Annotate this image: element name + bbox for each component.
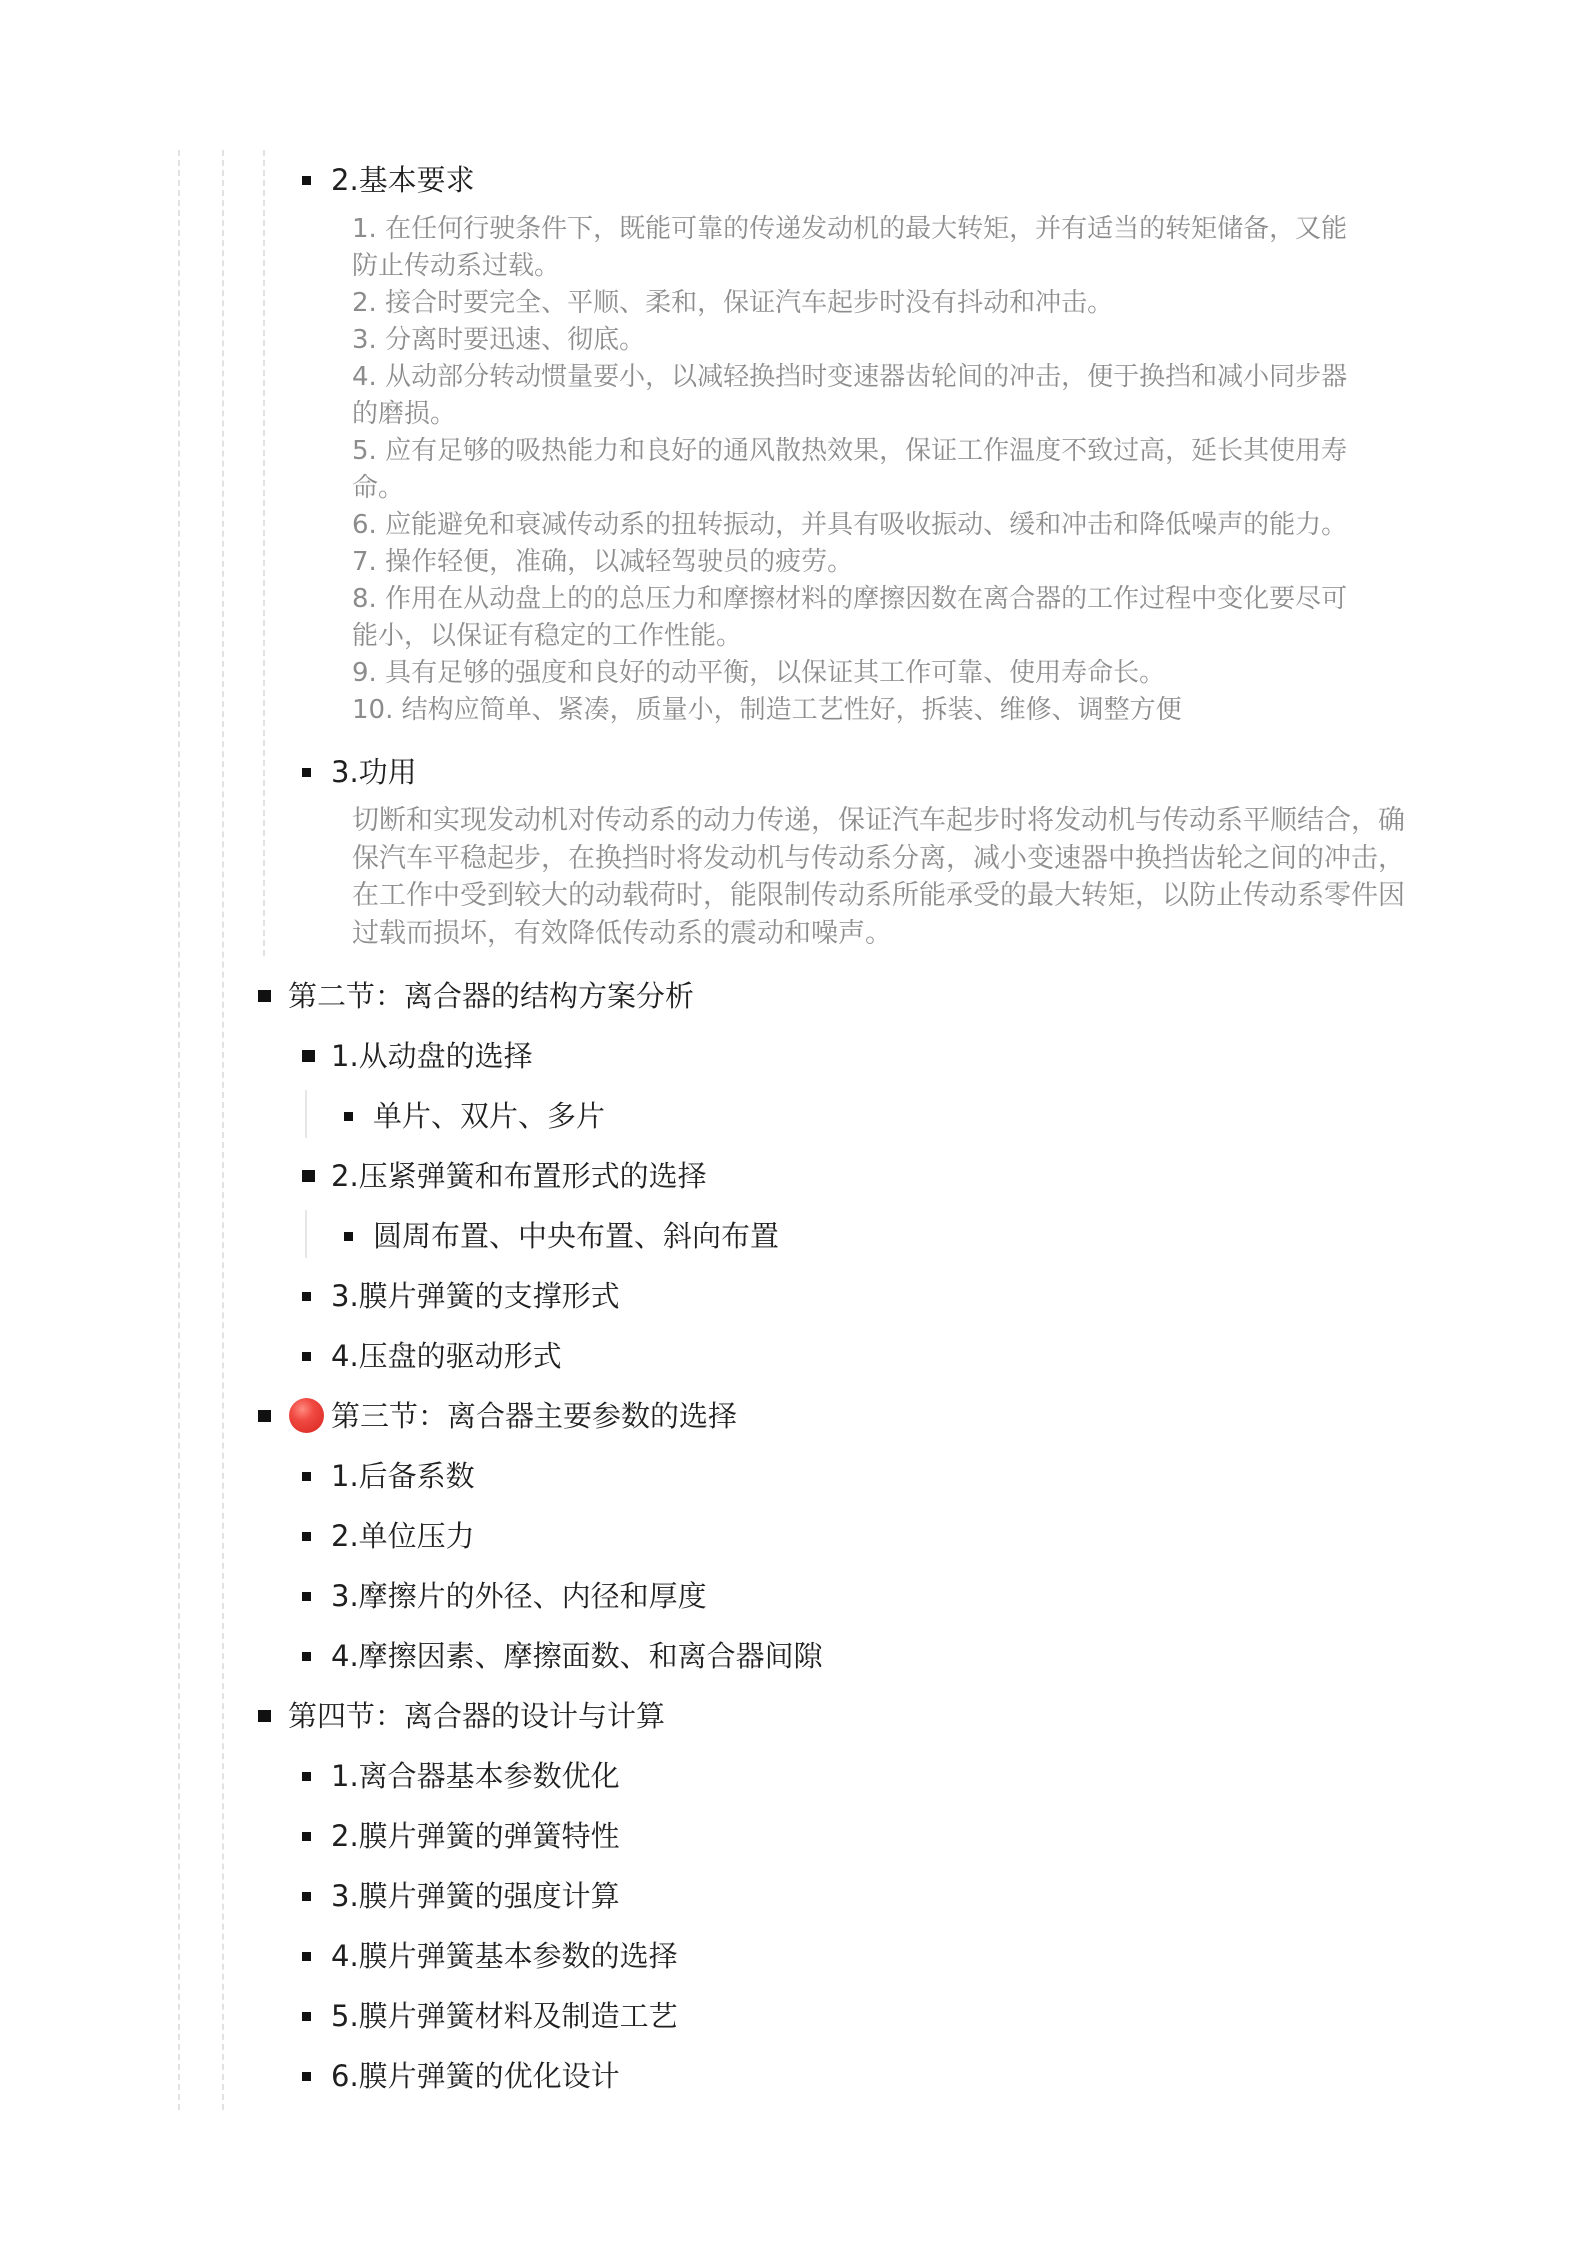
bullet-icon [302,1652,311,1661]
node-label: 圆周布置、中央布置、斜向布置 [373,1219,780,1253]
bullet-icon [302,2072,311,2081]
bullet-icon [302,1772,311,1781]
function-line: 在工作中受到较大的动载荷时，能限制传动系所能承受的最大转矩，以防止传动系零件因 [352,880,1405,911]
requirement-line: 8. 作用在从动盘上的的总压力和摩擦材料的摩擦因数在离合器的工作过程中变化要尽可 [352,584,1348,614]
node-label: 1.后备系数 [331,1459,475,1493]
bullet-icon [302,176,311,185]
node-label: 3.膜片弹簧的支撑形式 [331,1279,620,1313]
function-note [352,802,1542,952]
node-label: 6.膜片弹簧的优化设计 [331,2059,620,2093]
node-label: 1.离合器基本参数优化 [331,1759,620,1793]
requirement-line: 9. 具有足够的强度和良好的动平衡，以保证其工作可靠、使用寿命长。 [352,658,1166,688]
requirement-line: 2. 接合时要完全、平顺、柔和，保证汽车起步时没有抖动和冲击。 [352,288,1114,318]
outline-guide-level2 [263,150,265,956]
node-label: 2.压紧弹簧和布置形式的选择 [331,1159,707,1193]
requirements-note [352,211,1542,729]
bullet-icon [344,1112,353,1121]
node-label: 4.压盘的驱动形式 [331,1339,562,1373]
node-label: 2.单位压力 [331,1519,475,1553]
bullet-icon [302,1472,311,1481]
node-label: 5.膜片弹簧材料及制造工艺 [331,1999,678,2033]
bullet-icon [302,1592,311,1601]
requirement-line: 10. 结构应简单、紧凑，质量小，制造工艺性好，拆装、维修、调整方便 [352,695,1182,725]
bullet-icon [302,768,311,777]
outline-guide-sub2 [305,1210,307,1258]
bullet-icon [302,1952,311,1961]
bullet-icon [302,1832,311,1841]
requirement-line: 4. 从动部分转动惯量要小，以减轻换挡时变速器齿轮间的冲击，便于换挡和减小同步器 [352,362,1348,392]
requirement-line: 7. 操作轻便，准确，以减轻驾驶员的疲劳。 [352,547,854,577]
bullet-icon [302,1532,311,1541]
node-label: 2.基本要求 [331,163,475,197]
bullet-icon [302,2012,311,2021]
collapse-bullet-icon[interactable] [258,990,271,1002]
collapse-bullet-icon[interactable] [302,1170,315,1182]
requirement-line: 3. 分离时要迅速、彻底。 [352,325,646,355]
outline-guide-level1 [222,150,224,2110]
requirement-line: 6. 应能避免和衰减传动系的扭转振动，并具有吸收振动、缓和冲击和降低噪声的能力。 [352,510,1348,540]
bullet-icon [344,1232,353,1241]
node-label: 第三节：离合器主要参数的选择 [331,1399,738,1433]
collapse-bullet-icon[interactable] [302,1050,315,1062]
outline-guide-level0 [178,150,180,2110]
bullet-icon [302,1352,311,1361]
requirement-line: 的磨损。 [352,399,457,429]
node-label: 4.摩擦因素、摩擦面数、和离合器间隙 [331,1639,823,1673]
node-label: 1.从动盘的选择 [331,1039,533,1073]
node-label: 第四节：离合器的设计与计算 [288,1699,666,1733]
bullet-icon [302,1892,311,1901]
bullet-icon [302,1292,311,1301]
collapse-bullet-icon[interactable] [258,1710,271,1722]
requirement-line: 1. 在任何行驶条件下，既能可靠的传递发动机的最大转矩，并有适当的转矩储备，又能 [352,214,1348,244]
node-label: 3.摩擦片的外径、内径和厚度 [331,1579,707,1613]
node-label: 单片、双片、多片 [373,1099,606,1133]
red-circle-marker-icon [289,1398,324,1433]
function-line: 保汽车平稳起步，在换挡时将发动机与传动系分离，减小变速器中换挡齿轮之间的冲击， [352,842,1405,874]
node-label: 2.膜片弹簧的弹簧特性 [331,1819,620,1853]
node-label: 3.膜片弹簧的强度计算 [331,1879,620,1913]
requirement-line: 5. 应有足够的吸热能力和良好的通风散热效果，保证工作温度不致过高，延长其使用寿 [352,436,1348,466]
function-line: 过载而损坏，有效降低传动系的震动和噪声。 [352,917,892,949]
node-label: 第二节：离合器的结构方案分析 [288,979,695,1013]
requirement-line: 防止传动系过载。 [352,251,561,281]
function-line: 切断和实现发动机对传动系的动力传递，保证汽车起步时将发动机与传动系平顺结合，确 [352,805,1405,836]
node-label: 4.膜片弹簧基本参数的选择 [331,1939,678,1973]
collapse-bullet-icon[interactable] [258,1410,271,1422]
outline-guide-sub1 [305,1090,307,1138]
node-label: 3.功用 [331,755,417,789]
requirement-line: 命。 [352,473,405,503]
requirement-line: 能小，以保证有稳定的工作性能。 [352,621,743,651]
